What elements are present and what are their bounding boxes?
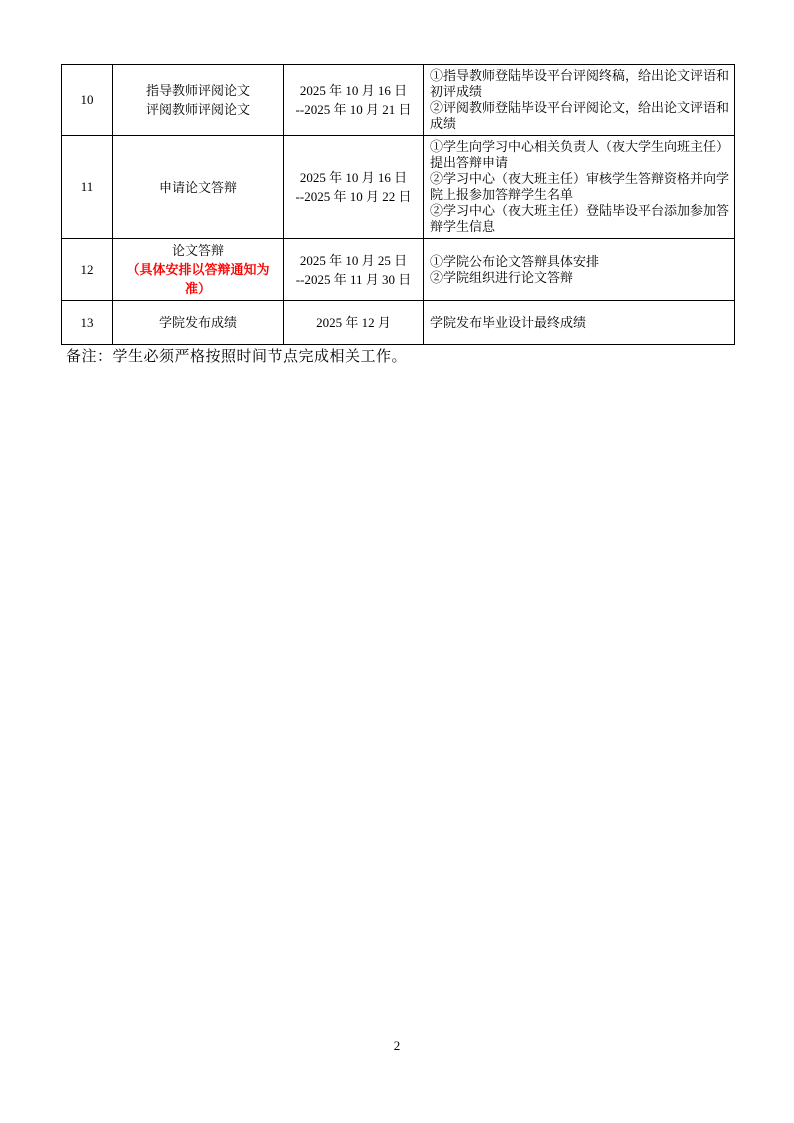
task-line: 学院发布成绩 (158, 315, 237, 330)
date-line: 2025 年 10 月 16 日 (299, 83, 408, 98)
row-number-cell (62, 239, 113, 301)
row-number-cell (62, 301, 113, 345)
page-number: 2 (393, 1038, 401, 1053)
remark-note: 备注：学生必须严格按照时间节点完成相关工作。 (66, 349, 408, 365)
task-cell (113, 301, 284, 345)
task-cell (113, 136, 284, 239)
date-line: 2025 年 12 月 (316, 315, 391, 330)
task-line: 评阅教师评阅论文 (145, 102, 250, 117)
row-number: 11 (80, 179, 94, 194)
description-item: 学院发布毕业设计最终成绩 (430, 314, 587, 330)
date-cell (284, 65, 424, 136)
task-cell (113, 65, 284, 136)
row-number: 13 (80, 314, 94, 330)
description-item: ①指导教师登陆毕设平台评阅终稿，给出论文评语和初评成绩 (430, 68, 730, 99)
task-line: 指导教师评阅论文 (145, 83, 250, 98)
description-item: ①学院公布论文答辩具体安排 (430, 253, 600, 269)
description-item: ②学习中心（夜大班主任）登陆毕设平台添加参加答辩学生信息 (430, 203, 730, 234)
date-cell (284, 301, 424, 345)
date-cell (284, 136, 424, 239)
thesis-schedule-table (61, 64, 735, 345)
description-item: ②评阅教师登陆毕设平台评阅论文，给出论文评语和成绩 (430, 100, 730, 131)
date-line: --2025 年 10 月 21 日 (295, 102, 412, 117)
date-line: --2025 年 10 月 22 日 (295, 189, 412, 204)
date-cell (284, 239, 424, 301)
table-row (62, 239, 735, 301)
date-line: 2025 年 10 月 25 日 (299, 252, 408, 268)
description-cell (424, 65, 735, 136)
date-line: 2025 年 10 月 16 日 (299, 170, 408, 185)
task-cell (113, 239, 284, 301)
date-line: --2025 年 11 月 30 日 (295, 271, 412, 287)
table-row (62, 65, 735, 136)
table-row (62, 136, 735, 239)
description-item: ①学生向学习中心相关负责人（夜大学生向班主任）提出答辩申请 (430, 139, 730, 170)
row-number: 12 (80, 261, 94, 277)
row-number: 10 (80, 92, 94, 107)
description-item: ②学院组织进行论文答辩 (430, 269, 574, 285)
description-cell (424, 136, 735, 239)
task-note-red: （具体安排以答辩通知为准） (126, 262, 270, 296)
schedule-table-body (62, 65, 735, 345)
row-number-cell (62, 136, 113, 239)
description-cell (424, 301, 735, 345)
description-item: ②学习中心（夜大班主任）审核学生答辩资格并向学院上报参加答辩学生名单 (430, 171, 730, 202)
row-number-cell (62, 65, 113, 136)
task-line: 申请论文答辩 (158, 179, 237, 195)
task-line: 论文答辩 (171, 243, 224, 258)
table-row (62, 301, 735, 345)
description-cell (424, 239, 735, 301)
